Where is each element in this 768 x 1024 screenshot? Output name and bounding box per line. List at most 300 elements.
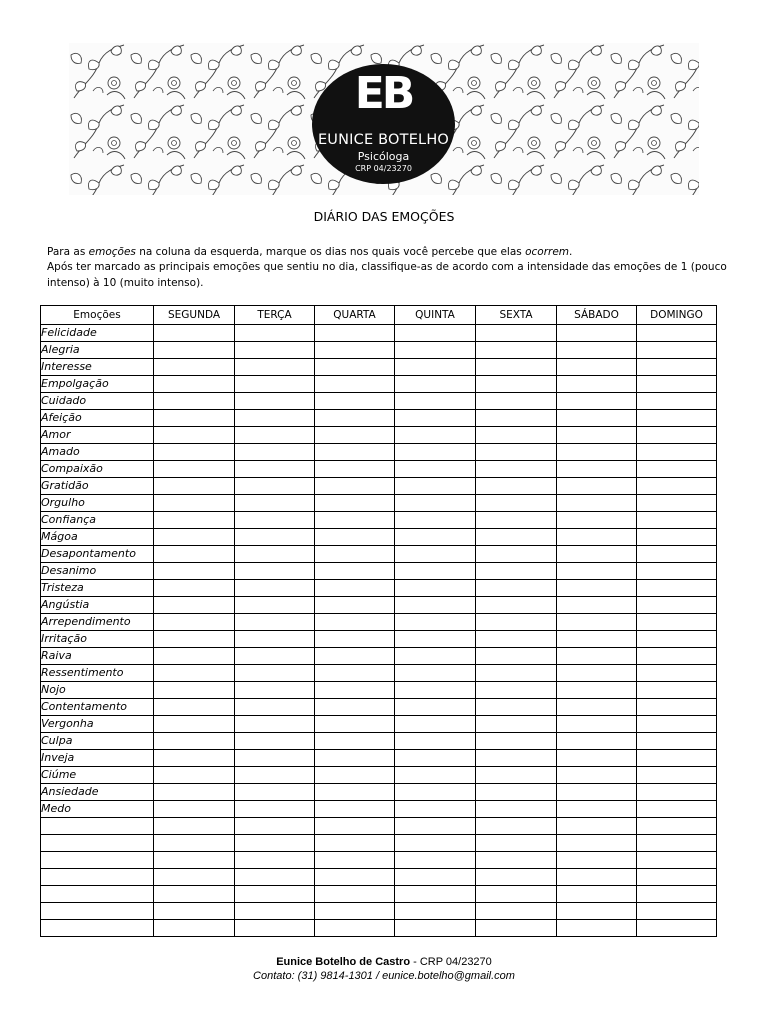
intensity-cell[interactable] <box>637 597 717 614</box>
intensity-cell[interactable] <box>476 529 557 546</box>
intensity-cell[interactable] <box>395 444 476 461</box>
intensity-cell[interactable] <box>154 920 235 937</box>
intensity-cell[interactable] <box>476 614 557 631</box>
intensity-cell[interactable] <box>476 597 557 614</box>
intensity-cell[interactable] <box>315 852 395 869</box>
intensity-cell[interactable] <box>637 444 717 461</box>
emotion-label: Cuidado <box>41 393 154 410</box>
intensity-cell[interactable] <box>476 665 557 682</box>
intensity-cell[interactable] <box>476 461 557 478</box>
intensity-cell[interactable] <box>395 716 476 733</box>
intensity-cell[interactable] <box>557 886 637 903</box>
intensity-cell[interactable] <box>476 444 557 461</box>
intensity-cell[interactable] <box>476 376 557 393</box>
intensity-cell[interactable] <box>315 376 395 393</box>
intensity-cell[interactable] <box>154 903 235 920</box>
intensity-cell[interactable] <box>395 903 476 920</box>
intensity-cell[interactable] <box>637 359 717 376</box>
intensity-cell[interactable] <box>154 580 235 597</box>
intensity-cell[interactable] <box>476 580 557 597</box>
table-row <box>41 359 717 376</box>
intensity-cell[interactable] <box>154 410 235 427</box>
intensity-cell[interactable] <box>154 563 235 580</box>
intensity-cell[interactable] <box>154 512 235 529</box>
intensity-cell[interactable] <box>637 665 717 682</box>
emotion-label-empty[interactable] <box>41 818 154 835</box>
intensity-cell[interactable] <box>395 563 476 580</box>
intensity-cell[interactable] <box>315 818 395 835</box>
intensity-cell[interactable] <box>557 835 637 852</box>
intensity-cell[interactable] <box>154 733 235 750</box>
intensity-cell[interactable] <box>395 818 476 835</box>
intensity-cell[interactable] <box>235 376 315 393</box>
emotion-label-empty[interactable] <box>41 835 154 852</box>
intensity-cell[interactable] <box>315 461 395 478</box>
emotion-label-empty[interactable] <box>41 886 154 903</box>
intensity-cell[interactable] <box>395 546 476 563</box>
intensity-cell[interactable] <box>476 546 557 563</box>
intensity-cell[interactable] <box>476 478 557 495</box>
intensity-cell[interactable] <box>154 427 235 444</box>
intensity-cell[interactable] <box>557 563 637 580</box>
intensity-cell[interactable] <box>395 359 476 376</box>
intensity-cell[interactable] <box>154 869 235 886</box>
intensity-cell[interactable] <box>395 784 476 801</box>
intensity-cell[interactable] <box>395 325 476 342</box>
intensity-cell[interactable] <box>557 342 637 359</box>
intensity-cell[interactable] <box>235 699 315 716</box>
intensity-cell[interactable] <box>557 920 637 937</box>
emotion-label-empty[interactable] <box>41 869 154 886</box>
intensity-cell[interactable] <box>637 767 717 784</box>
table-row <box>41 563 717 580</box>
intensity-cell[interactable] <box>476 818 557 835</box>
intensity-cell[interactable] <box>557 393 637 410</box>
intensity-cell[interactable] <box>557 716 637 733</box>
intensity-cell[interactable] <box>476 835 557 852</box>
intensity-cell[interactable] <box>557 767 637 784</box>
intensity-cell[interactable] <box>637 733 717 750</box>
intensity-cell[interactable] <box>476 716 557 733</box>
emotion-label: Ansiedade <box>41 784 154 801</box>
intensity-cell[interactable] <box>395 733 476 750</box>
intensity-cell[interactable] <box>235 648 315 665</box>
intensity-cell[interactable] <box>637 699 717 716</box>
intensity-cell[interactable] <box>557 614 637 631</box>
intensity-cell[interactable] <box>315 869 395 886</box>
intensity-cell[interactable] <box>235 733 315 750</box>
column-header-day: QUINTA <box>395 306 476 325</box>
intensity-cell[interactable] <box>395 750 476 767</box>
intensity-cell[interactable] <box>557 376 637 393</box>
intensity-cell[interactable] <box>637 682 717 699</box>
intensity-cell[interactable] <box>476 903 557 920</box>
column-header-day: TERÇA <box>235 306 315 325</box>
intensity-cell[interactable] <box>476 631 557 648</box>
footer-name: Eunice Botelho de Castro <box>276 956 411 968</box>
intensity-cell[interactable] <box>476 886 557 903</box>
intensity-cell[interactable] <box>315 597 395 614</box>
intensity-cell[interactable] <box>557 903 637 920</box>
intensity-cell[interactable] <box>315 648 395 665</box>
intensity-cell[interactable] <box>476 410 557 427</box>
intensity-cell[interactable] <box>637 478 717 495</box>
emotion-label: Tristeza <box>41 580 154 597</box>
intensity-cell[interactable] <box>315 920 395 937</box>
intensity-cell[interactable] <box>315 835 395 852</box>
emotion-label-empty[interactable] <box>41 920 154 937</box>
emotion-label: Irritação <box>41 631 154 648</box>
intensity-cell[interactable] <box>154 461 235 478</box>
intensity-cell[interactable] <box>476 359 557 376</box>
intensity-cell[interactable] <box>637 920 717 937</box>
intensity-cell[interactable] <box>557 733 637 750</box>
intensity-cell[interactable] <box>235 444 315 461</box>
emotion-label: Orgulho <box>41 495 154 512</box>
intensity-cell[interactable] <box>637 410 717 427</box>
intensity-cell[interactable] <box>315 546 395 563</box>
emotion-label: Medo <box>41 801 154 818</box>
intensity-cell[interactable] <box>235 801 315 818</box>
intensity-cell[interactable] <box>235 512 315 529</box>
intensity-cell[interactable] <box>637 512 717 529</box>
intensity-cell[interactable] <box>235 869 315 886</box>
emotion-label: Amado <box>41 444 154 461</box>
intensity-cell[interactable] <box>395 631 476 648</box>
intensity-cell[interactable] <box>235 325 315 342</box>
intensity-cell[interactable] <box>637 750 717 767</box>
intensity-cell[interactable] <box>154 597 235 614</box>
logo-crp: CRP 04/23270 <box>355 164 412 173</box>
intensity-cell[interactable] <box>154 529 235 546</box>
intensity-cell[interactable] <box>557 325 637 342</box>
intensity-cell[interactable] <box>476 563 557 580</box>
intensity-cell[interactable] <box>395 886 476 903</box>
intensity-cell[interactable] <box>235 427 315 444</box>
intensity-cell[interactable] <box>637 818 717 835</box>
intensity-cell[interactable] <box>637 529 717 546</box>
intensity-cell[interactable] <box>154 852 235 869</box>
table-row <box>41 648 717 665</box>
intensity-cell[interactable] <box>154 444 235 461</box>
intensity-cell[interactable] <box>557 580 637 597</box>
intensity-cell[interactable] <box>315 699 395 716</box>
intensity-cell[interactable] <box>235 393 315 410</box>
intensity-cell[interactable] <box>315 495 395 512</box>
intensity-cell[interactable] <box>637 886 717 903</box>
intensity-cell[interactable] <box>637 648 717 665</box>
intensity-cell[interactable] <box>395 920 476 937</box>
intensity-cell[interactable] <box>235 614 315 631</box>
intensity-cell[interactable] <box>637 546 717 563</box>
intensity-cell[interactable] <box>395 529 476 546</box>
intensity-cell[interactable] <box>235 665 315 682</box>
column-header-day: DOMINGO <box>637 306 717 325</box>
table-row <box>41 716 717 733</box>
intensity-cell[interactable] <box>235 529 315 546</box>
intensity-cell[interactable] <box>315 410 395 427</box>
intensity-cell[interactable] <box>395 580 476 597</box>
intensity-cell[interactable] <box>637 376 717 393</box>
intensity-cell[interactable] <box>315 393 395 410</box>
intensity-cell[interactable] <box>637 325 717 342</box>
intensity-cell[interactable] <box>557 699 637 716</box>
intensity-cell[interactable] <box>476 852 557 869</box>
table-row <box>41 427 717 444</box>
intensity-cell[interactable] <box>476 750 557 767</box>
intensity-cell[interactable] <box>315 784 395 801</box>
intensity-cell[interactable] <box>395 869 476 886</box>
intensity-cell[interactable] <box>235 546 315 563</box>
intensity-cell[interactable] <box>476 869 557 886</box>
intensity-cell[interactable] <box>557 427 637 444</box>
intensity-cell[interactable] <box>557 495 637 512</box>
intensity-cell[interactable] <box>637 563 717 580</box>
instr-text-3: . <box>569 246 573 258</box>
intensity-cell[interactable] <box>154 342 235 359</box>
intensity-cell[interactable] <box>154 325 235 342</box>
intensity-cell[interactable] <box>557 597 637 614</box>
intensity-cell[interactable] <box>154 699 235 716</box>
intensity-cell[interactable] <box>235 461 315 478</box>
intensity-cell[interactable] <box>395 478 476 495</box>
intensity-cell[interactable] <box>637 614 717 631</box>
intensity-cell[interactable] <box>235 784 315 801</box>
emotion-label: Inveja <box>41 750 154 767</box>
intensity-cell[interactable] <box>637 631 717 648</box>
intensity-cell[interactable] <box>154 359 235 376</box>
emotion-label: Confiança <box>41 512 154 529</box>
intensity-cell[interactable] <box>476 784 557 801</box>
intensity-cell[interactable] <box>557 529 637 546</box>
column-header-day: SEXTA <box>476 306 557 325</box>
emotion-label: Afeição <box>41 410 154 427</box>
intensity-cell[interactable] <box>476 325 557 342</box>
intensity-cell[interactable] <box>154 648 235 665</box>
intensity-cell[interactable] <box>235 886 315 903</box>
intensity-cell[interactable] <box>315 427 395 444</box>
intensity-cell[interactable] <box>235 750 315 767</box>
intensity-cell[interactable] <box>235 631 315 648</box>
intensity-cell[interactable] <box>557 784 637 801</box>
intensity-cell[interactable] <box>557 631 637 648</box>
intensity-cell[interactable] <box>476 920 557 937</box>
table-row <box>41 886 717 903</box>
intensity-cell[interactable] <box>637 427 717 444</box>
logo-role: Psicóloga <box>357 150 410 163</box>
intensity-cell[interactable] <box>395 852 476 869</box>
intensity-cell[interactable] <box>395 376 476 393</box>
intensity-cell[interactable] <box>476 733 557 750</box>
column-header-day: SEGUNDA <box>154 306 235 325</box>
intensity-cell[interactable] <box>637 461 717 478</box>
intensity-cell[interactable] <box>395 699 476 716</box>
intensity-cell[interactable] <box>154 478 235 495</box>
intensity-cell[interactable] <box>315 325 395 342</box>
intensity-cell[interactable] <box>557 750 637 767</box>
logo-name: EUNICE BOTELHO <box>317 132 450 148</box>
intensity-cell[interactable] <box>476 801 557 818</box>
intensity-cell[interactable] <box>235 903 315 920</box>
intensity-cell[interactable] <box>476 682 557 699</box>
intensity-cell[interactable] <box>557 410 637 427</box>
intensity-cell[interactable] <box>637 580 717 597</box>
intensity-cell[interactable] <box>476 427 557 444</box>
intensity-cell[interactable] <box>154 665 235 682</box>
intensity-cell[interactable] <box>637 784 717 801</box>
intensity-cell[interactable] <box>395 410 476 427</box>
intensity-cell[interactable] <box>557 461 637 478</box>
intensity-cell[interactable] <box>235 767 315 784</box>
intensity-cell[interactable] <box>637 835 717 852</box>
intensity-cell[interactable] <box>235 597 315 614</box>
intensity-cell[interactable] <box>395 495 476 512</box>
intensity-cell[interactable] <box>557 648 637 665</box>
intensity-cell[interactable] <box>395 801 476 818</box>
table-row <box>41 631 717 648</box>
intensity-cell[interactable] <box>395 648 476 665</box>
intensity-cell[interactable] <box>154 546 235 563</box>
intensity-cell[interactable] <box>154 835 235 852</box>
intensity-cell[interactable] <box>235 920 315 937</box>
emotion-label: Desapontamento <box>41 546 154 563</box>
intensity-cell[interactable] <box>637 393 717 410</box>
intensity-cell[interactable] <box>154 750 235 767</box>
intensity-cell[interactable] <box>395 835 476 852</box>
intensity-cell[interactable] <box>557 682 637 699</box>
intensity-cell[interactable] <box>154 376 235 393</box>
intensity-cell[interactable] <box>315 750 395 767</box>
intensity-cell[interactable] <box>235 410 315 427</box>
intensity-cell[interactable] <box>154 818 235 835</box>
intensity-cell[interactable] <box>235 342 315 359</box>
intensity-cell[interactable] <box>557 444 637 461</box>
intensity-cell[interactable] <box>235 716 315 733</box>
intensity-cell[interactable] <box>557 478 637 495</box>
table-row <box>41 682 717 699</box>
instr-text-2: na coluna da esquerda, marque os dias nos quais você percebe que elas <box>135 246 526 258</box>
intensity-cell[interactable] <box>315 359 395 376</box>
intensity-cell[interactable] <box>557 818 637 835</box>
intensity-cell[interactable] <box>235 359 315 376</box>
intensity-cell[interactable] <box>476 767 557 784</box>
intensity-cell[interactable] <box>395 597 476 614</box>
intensity-cell[interactable] <box>235 682 315 699</box>
eb-logo <box>312 64 455 184</box>
intensity-cell[interactable] <box>476 342 557 359</box>
intensity-cell[interactable] <box>637 852 717 869</box>
table-row <box>41 818 717 835</box>
intensity-cell[interactable] <box>235 563 315 580</box>
intensity-cell[interactable] <box>315 478 395 495</box>
intensity-cell[interactable] <box>476 648 557 665</box>
intensity-cell[interactable] <box>315 631 395 648</box>
intensity-cell[interactable] <box>315 342 395 359</box>
intensity-cell[interactable] <box>315 665 395 682</box>
instructions-line-2: Após ter marcado as principais emoções que sentiu no dia, classifique-as de acordo com a intensidade das emoções de 1 (pouco intenso) à 10 (muito intenso). <box>47 261 727 289</box>
intensity-cell[interactable] <box>154 767 235 784</box>
intensity-cell[interactable] <box>395 682 476 699</box>
table-row <box>41 852 717 869</box>
intensity-cell[interactable] <box>476 512 557 529</box>
intensity-cell[interactable] <box>395 393 476 410</box>
intensity-cell[interactable] <box>395 342 476 359</box>
intensity-cell[interactable] <box>315 444 395 461</box>
intensity-cell[interactable] <box>637 903 717 920</box>
intensity-cell[interactable] <box>476 495 557 512</box>
table-row <box>41 699 717 716</box>
intensity-cell[interactable] <box>315 716 395 733</box>
intensity-cell[interactable] <box>557 801 637 818</box>
intensity-cell[interactable] <box>395 614 476 631</box>
table-row <box>41 512 717 529</box>
intensity-cell[interactable] <box>235 818 315 835</box>
column-header-day: SÁBADO <box>557 306 637 325</box>
intensity-cell[interactable] <box>315 903 395 920</box>
intensity-cell[interactable] <box>395 512 476 529</box>
intensity-cell[interactable] <box>557 512 637 529</box>
intensity-cell[interactable] <box>395 461 476 478</box>
emotion-label-empty[interactable] <box>41 903 154 920</box>
intensity-cell[interactable] <box>315 614 395 631</box>
intensity-cell[interactable] <box>637 869 717 886</box>
intensity-cell[interactable] <box>154 886 235 903</box>
intensity-cell[interactable] <box>235 478 315 495</box>
intensity-cell[interactable] <box>154 614 235 631</box>
intensity-cell[interactable] <box>154 495 235 512</box>
intensity-cell[interactable] <box>315 580 395 597</box>
intensity-cell[interactable] <box>154 801 235 818</box>
table-row <box>41 920 717 937</box>
intensity-cell[interactable] <box>315 767 395 784</box>
intensity-cell[interactable] <box>476 393 557 410</box>
intensity-cell[interactable] <box>315 529 395 546</box>
intensity-cell[interactable] <box>315 886 395 903</box>
intensity-cell[interactable] <box>395 427 476 444</box>
intensity-cell[interactable] <box>557 546 637 563</box>
intensity-cell[interactable] <box>235 495 315 512</box>
intensity-cell[interactable] <box>235 852 315 869</box>
intensity-cell[interactable] <box>235 835 315 852</box>
intensity-cell[interactable] <box>395 665 476 682</box>
footer <box>0 955 768 983</box>
intensity-cell[interactable] <box>315 512 395 529</box>
intensity-cell[interactable] <box>637 801 717 818</box>
intensity-cell[interactable] <box>315 682 395 699</box>
intensity-cell[interactable] <box>154 784 235 801</box>
intensity-cell[interactable] <box>315 733 395 750</box>
intensity-cell[interactable] <box>154 682 235 699</box>
intensity-cell[interactable] <box>235 580 315 597</box>
intensity-cell[interactable] <box>637 495 717 512</box>
intensity-cell[interactable] <box>315 801 395 818</box>
table-row <box>41 614 717 631</box>
intensity-cell[interactable] <box>154 631 235 648</box>
intensity-cell[interactable] <box>395 767 476 784</box>
intensity-cell[interactable] <box>154 393 235 410</box>
intensity-cell[interactable] <box>557 852 637 869</box>
intensity-cell[interactable] <box>315 563 395 580</box>
emotion-label-empty[interactable] <box>41 852 154 869</box>
intensity-cell[interactable] <box>637 342 717 359</box>
intensity-cell[interactable] <box>154 716 235 733</box>
intensity-cell[interactable] <box>637 716 717 733</box>
intensity-cell[interactable] <box>476 699 557 716</box>
intensity-cell[interactable] <box>557 869 637 886</box>
table-row <box>41 869 717 886</box>
intensity-cell[interactable] <box>557 359 637 376</box>
intensity-cell[interactable] <box>557 665 637 682</box>
